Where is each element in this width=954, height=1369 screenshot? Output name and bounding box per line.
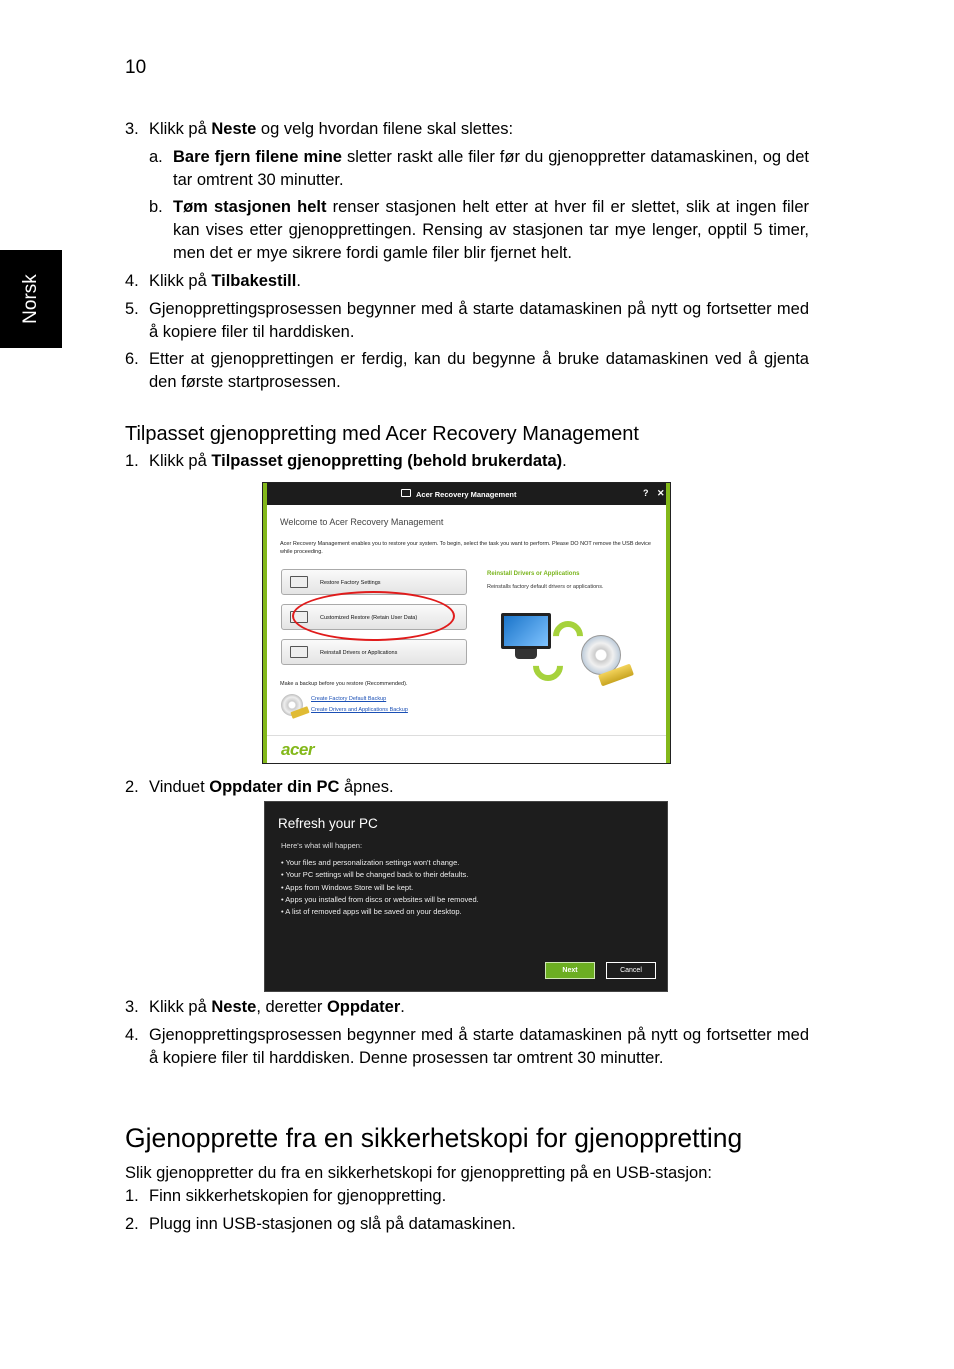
refresh-bullet-list xyxy=(281,857,479,918)
red-highlight-circle xyxy=(292,591,455,641)
section2-item2 xyxy=(125,1213,809,1236)
item-number: 1. xyxy=(125,452,139,470)
item-number: 6. xyxy=(125,350,139,368)
item-paragraph: Gjenopprettingsprosessen begynner med å starte datamaskinen på nytt og fortsetter med å kopiere filer til harddisken. Denne prosessen tar omtrent 30 minutter. xyxy=(149,1026,809,1067)
list2-item2 xyxy=(125,776,809,799)
item-number: 5. xyxy=(125,300,139,318)
item-number: 3. xyxy=(125,998,139,1016)
acer-logo: acer xyxy=(281,740,314,759)
item-number: 4. xyxy=(125,272,139,290)
list2-item3 xyxy=(125,996,809,1019)
button-label: Customized Restore (Retain User Data) xyxy=(320,615,418,621)
left-accent-bar xyxy=(263,483,267,763)
reinstall-drivers-button[interactable] xyxy=(281,639,467,665)
list1-item6 xyxy=(125,348,809,394)
drive-icon xyxy=(401,489,411,497)
panel-description: Reinstalls factory default drivers or applications. xyxy=(487,584,604,590)
refresh-title: Refresh your PC xyxy=(278,816,378,831)
list1-item4 xyxy=(125,270,809,293)
item-bold: Tilpasset gjenoppretting (behold brukerdata) xyxy=(211,452,563,470)
language-side-tab xyxy=(0,250,62,348)
item-paragraph xyxy=(173,196,809,265)
item-bold: Neste xyxy=(211,120,257,138)
item-bold: Neste xyxy=(211,998,257,1016)
list-item: • Apps from Windows Store will be kept. xyxy=(281,882,414,892)
acer-recovery-window xyxy=(262,482,671,764)
item-text: Finn sikkerhetskopien for gjenoppretting. xyxy=(149,1187,447,1205)
item-text: sletter raskt alle filer før du gjenoppretter datamaskinen, og det tar omtrent 30 minutter. xyxy=(173,148,809,189)
item-text: . xyxy=(400,998,405,1016)
page-number: 10 xyxy=(125,57,147,78)
item-text: Klikk på xyxy=(149,452,212,470)
item-text: Klikk på xyxy=(149,120,212,138)
restore-drive-icon xyxy=(290,576,308,588)
item-text: , deretter xyxy=(256,998,327,1016)
item-text: Vinduet xyxy=(149,778,210,796)
item-number: 2. xyxy=(125,1215,139,1233)
window-footer xyxy=(263,735,670,763)
section2-item1 xyxy=(125,1185,809,1208)
list2-item4 xyxy=(125,1024,809,1070)
item-paragraph: Gjenopprettingsprosessen begynner med å starte datamaskinen på nytt og fortsetter med å kopiere filer til harddisken. xyxy=(149,300,809,341)
item-text: og velg hvordan filene skal slettes: xyxy=(256,120,514,138)
item-letter: b. xyxy=(149,198,163,216)
window-title: Acer Recovery Management xyxy=(416,490,517,499)
list-item: • Apps you installed from discs or websites will be removed. xyxy=(281,894,479,904)
refresh-pc-window xyxy=(264,801,668,992)
item-text: Klikk på xyxy=(149,272,212,290)
section-intro: Slik gjenoppretter du fra en sikkerhetskopi for gjenoppretting på en USB-stasjon: xyxy=(125,1164,712,1182)
item-text: renser stasjonen helt etter at hver fil er slettet, slik at ingen filer kan vises etter gjenopprettingen. Rensing av stasjonen tar mye lenger, opptil 5 timer, men det er mye sikrere fordi gamle filer blir fjernet helt. xyxy=(173,198,810,262)
right-accent-bar xyxy=(666,483,670,763)
item-bold: Tilbakestill xyxy=(211,272,297,290)
item-paragraph xyxy=(173,146,809,192)
create-drivers-backup-link[interactable]: Create Drivers and Applications Backup xyxy=(311,707,408,713)
item-text: Plugg inn USB-stasjonen og slå på datamaskinen. xyxy=(149,1215,516,1233)
list-item: • Your files and personalization settings won't change. xyxy=(281,858,460,867)
item-number: 1. xyxy=(125,1187,139,1205)
close-icon[interactable]: ✕ xyxy=(657,488,665,498)
create-factory-backup-link[interactable]: Create Factory Default Backup xyxy=(311,696,387,702)
button-label: Reinstall Drivers or Applications xyxy=(320,650,398,656)
section-heading: Gjenopprette fra en sikkerhetskopi for gjenoppretting xyxy=(125,1123,743,1153)
next-button[interactable]: Next xyxy=(545,962,595,979)
monitor-icon xyxy=(501,613,551,649)
item-number: 4. xyxy=(125,1026,139,1044)
cancel-button[interactable]: Cancel xyxy=(606,962,656,979)
item-bold: Oppdater xyxy=(326,998,401,1016)
list-item: • Your PC settings will be changed back to their defaults. xyxy=(281,870,469,880)
refresh-subtitle: Here's what will happen: xyxy=(281,841,363,850)
item-bold: Oppdater din PC xyxy=(209,778,340,796)
window-titlebar xyxy=(263,483,670,505)
list1-item3b xyxy=(149,196,809,265)
list1-item5 xyxy=(125,298,809,344)
subheading: Tilpasset gjenoppretting med Acer Recovery Management xyxy=(125,423,639,445)
item-text: . xyxy=(562,452,567,470)
item-bold: Bare fjern filene mine xyxy=(173,148,342,166)
panel-title: Reinstall Drivers or Applications xyxy=(487,571,580,577)
item-text: åpnes. xyxy=(339,778,394,796)
monitor-stand-icon xyxy=(515,649,537,659)
list2-item1 xyxy=(125,450,809,473)
button-label: Restore Factory Settings xyxy=(320,580,381,586)
item-letter: a. xyxy=(149,148,163,166)
list1-item3a xyxy=(149,146,809,192)
backup-note: Make a backup before you restore (Recommended). xyxy=(280,681,408,687)
list1-item3 xyxy=(125,118,809,141)
welcome-heading: Welcome to Acer Recovery Management xyxy=(280,517,444,527)
language-tab-label: Norsk xyxy=(20,274,41,324)
item-number: 3. xyxy=(125,120,139,138)
help-icon[interactable]: ? xyxy=(643,488,649,498)
item-bold: Tøm stasjonen helt xyxy=(173,198,327,216)
item-text: Klikk på xyxy=(149,998,212,1016)
list-item: • A list of removed apps will be saved on your desktop. xyxy=(281,907,462,917)
drivers-icon xyxy=(290,646,308,658)
intro-text: Acer Recovery Management enables you to restore your system. To begin, select the task you want to perform. Please DO NOT remove the USB device while proceeding. xyxy=(280,541,651,555)
item-number: 2. xyxy=(125,778,139,796)
item-text: . xyxy=(296,272,301,290)
item-paragraph: Etter at gjenopprettingen er ferdig, kan du begynne å bruke datamaskinen ved å gjenta den første startprosessen. xyxy=(149,350,809,391)
